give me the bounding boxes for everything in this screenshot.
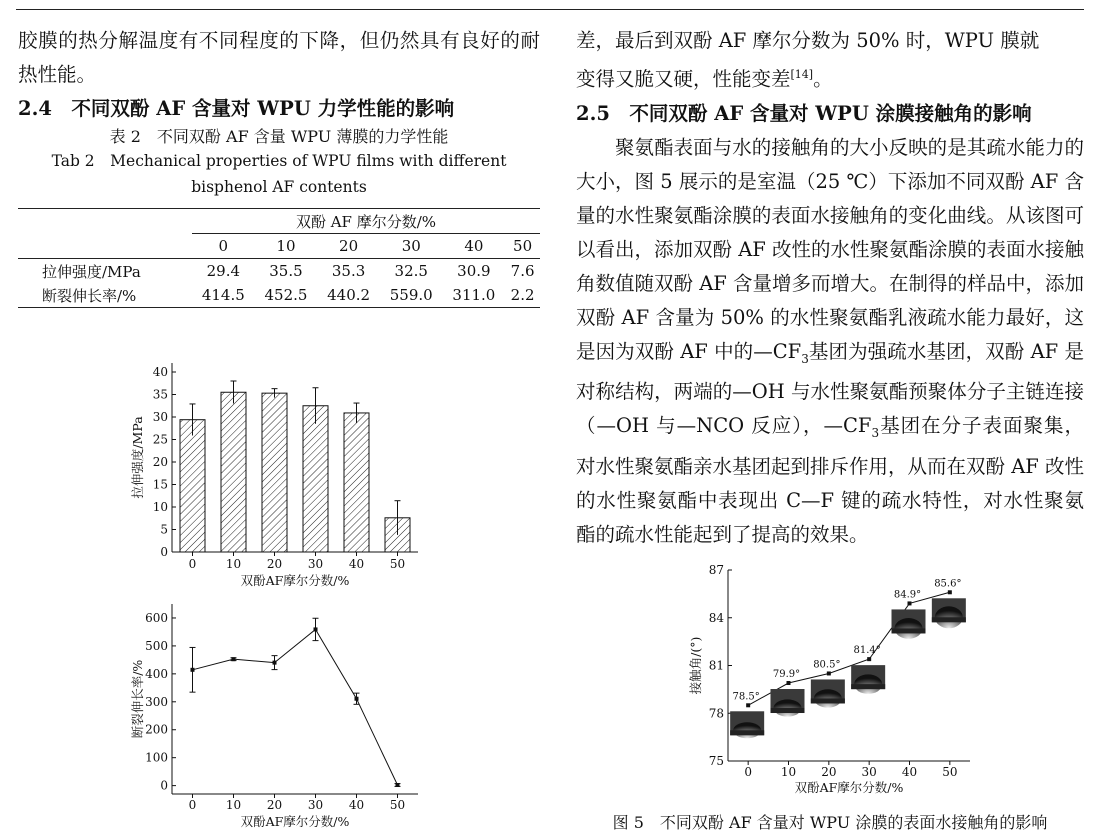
table-col-header: 0	[218, 237, 229, 255]
right-intro-text	[576, 24, 1084, 97]
table-cell: 32.5	[380, 259, 443, 284]
right-intro-line1: 差，最后到双酚 AF 摩尔分数为 50% 时，WPU 膜就	[576, 29, 1040, 52]
bar	[262, 393, 287, 552]
contact-angle-chart	[680, 565, 980, 800]
point-label: 80.5°	[813, 659, 841, 671]
y-tick-label: 500	[145, 638, 168, 653]
y-tick-label: 100	[145, 750, 168, 765]
paragraph-part-2: 基团为强疏水基团，双酚 AF 是对称结构，两端的—OH 与水性聚氨酯预聚体分子主链连接（—OH 与—NCO 反应），—CF	[576, 339, 1084, 438]
point-label: 78.5°	[732, 691, 760, 703]
table-header-row	[18, 234, 540, 259]
x-tick-label: 40	[901, 765, 918, 779]
x-tick-label: 50	[389, 798, 406, 812]
x-tick-label: 30	[307, 798, 324, 812]
y-tick-label: 30	[152, 410, 168, 424]
droplet-substrate	[932, 617, 966, 622]
point-label: 79.9°	[772, 669, 801, 681]
data-point	[787, 681, 791, 685]
table-row-label: 拉伸强度/MPa	[18, 259, 192, 284]
y-tick-label: 78	[708, 706, 724, 721]
x-tick-label: 10	[780, 765, 797, 779]
y-tick-label: 15	[152, 477, 168, 492]
y-tick-label: 40	[152, 365, 168, 379]
y-tick-label: 600	[145, 610, 168, 625]
table-row	[18, 259, 540, 284]
droplet-icon	[814, 689, 842, 707]
x-tick-label: 30	[307, 557, 324, 571]
data-point	[746, 703, 750, 707]
x-tick-label: 40	[348, 557, 365, 571]
point-label: 85.6°	[934, 578, 962, 590]
y-tick-label: 84	[708, 610, 724, 625]
table-cell: 414.5	[192, 283, 255, 308]
x-axis-label: 双酚AF摩尔分数/%	[794, 780, 904, 795]
bar	[180, 420, 205, 552]
x-axis-label: 双酚AF摩尔分数/%	[240, 814, 350, 829]
right-intro-end: 。	[813, 67, 833, 91]
table-cell: 7.6	[505, 259, 540, 284]
droplet-icon	[935, 606, 963, 628]
data-point	[314, 627, 318, 631]
data-point	[396, 783, 400, 787]
droplet-icon	[774, 699, 802, 716]
table-cell: 30.9	[443, 259, 506, 284]
paragraph-part-1: 聚氨酯表面与水的接触角的大小反映的是其疏水能力的大小，图 5 展示的是室温（25 ℃）下添加不同双酚 AF 含量的水性聚氨酯涂膜的表面水接触角的变化曲线。从该图可以看出，添加双酚 AF 改性的水性聚氨酯涂膜的表面水接触角数值随双酚 AF 含量增多而增大。在制得的样品中，添加双酚 AF 含量为 50% 的水性聚氨酯乳液疏水能力最好，这是因为双酚 AF 中的—CF	[576, 135, 1085, 363]
x-axis-label: 双酚AF摩尔分数/%	[240, 573, 350, 588]
table-cell: 452.5	[255, 283, 318, 308]
x-tick-label: 20	[266, 557, 283, 571]
table-cell: 35.5	[255, 259, 318, 284]
table-cell: 35.3	[317, 259, 380, 284]
x-tick-label: 40	[348, 798, 365, 812]
data-point	[827, 671, 831, 675]
y-axis-label: 接触角/(°)	[688, 636, 703, 695]
table-corner-2	[18, 234, 192, 259]
droplet-substrate	[851, 684, 885, 689]
y-tick-label: 5	[160, 522, 168, 537]
table-group-header: 双酚 AF 摩尔分数/%	[192, 209, 540, 234]
data-point	[355, 697, 359, 701]
right-column	[576, 24, 1084, 552]
left-column	[18, 24, 540, 308]
x-tick-label: 30	[861, 765, 877, 779]
y-tick-label: 25	[152, 432, 168, 447]
x-tick-label: 50	[389, 557, 406, 571]
data-point	[908, 601, 912, 605]
y-tick-label: 200	[145, 722, 168, 737]
table-cell: 2.2	[505, 283, 540, 308]
y-tick-label: 20	[152, 455, 168, 469]
droplet-substrate	[771, 708, 805, 713]
y-tick-label: 0	[160, 545, 168, 559]
subscript-3: 3	[871, 426, 880, 441]
y-tick-label: 81	[708, 658, 724, 673]
left-intro-text: 胶膜的热分解温度有不同程度的下降，但仍然具有良好的耐热性能。	[18, 29, 540, 86]
y-tick-label: 35	[152, 387, 168, 402]
y-tick-label: 300	[145, 694, 168, 709]
series-line	[193, 629, 398, 785]
droplet-substrate	[811, 698, 845, 703]
x-tick-label: 10	[225, 557, 242, 571]
right-intro-line2: 变得又脆又硬，性能变差	[576, 67, 791, 91]
table-corner	[18, 209, 192, 234]
x-tick-label: 20	[266, 798, 283, 812]
y-tick-label: 400	[145, 666, 168, 681]
tensile-strength-bar-chart	[120, 355, 440, 595]
y-axis-label: 拉伸强度/MPa	[130, 416, 145, 499]
figure-5-caption: 图 5 不同双酚 AF 含量对 WPU 涂膜的表面水接触角的影响	[612, 813, 1048, 832]
droplet-icon	[854, 674, 882, 694]
data-point	[191, 668, 195, 672]
table-cell: 440.2	[317, 283, 380, 308]
table-row	[18, 283, 540, 308]
x-tick-label: 50	[942, 765, 958, 779]
table-col-header: 30	[401, 237, 421, 255]
table-cell: 311.0	[443, 283, 506, 308]
citation-ref: [14]	[790, 68, 814, 81]
series-line	[748, 592, 950, 705]
contact-angle-paragraph	[576, 131, 1084, 553]
data-point	[867, 657, 871, 661]
mechanical-properties-table	[18, 208, 540, 308]
droplet-substrate	[730, 730, 764, 735]
data-point	[273, 661, 277, 665]
point-label: 84.9°	[893, 589, 922, 601]
subscript-3: 3	[801, 351, 809, 366]
table-col-header: 40	[464, 237, 484, 255]
x-tick-label: 0	[188, 557, 197, 571]
table-cell: 29.4	[192, 259, 255, 284]
droplet-substrate	[892, 628, 926, 633]
table-row-label: 断裂伸长率/%	[18, 283, 192, 308]
bar	[344, 413, 369, 552]
paragraph-part-3: 基团在分子表面聚集，对水性聚氨酯亲水基团起到排斥作用，从而在双酚 AF 改性的水性聚氨酯中表现出 C—F 键的疏水特性，对水性聚氨酯的疏水性能起到了提高的效果。	[576, 414, 1085, 547]
data-point	[948, 590, 952, 594]
bar	[303, 406, 328, 552]
y-axis-label: 断裂伸长率/%	[130, 659, 145, 739]
x-tick-label: 20	[821, 765, 837, 779]
y-tick-label: 87	[708, 565, 724, 577]
table-2-caption-en: Tab 2 Mechanical properties of WPU films with different bisphenol AF contents	[51, 152, 507, 196]
table-2-caption-cn: 表 2 不同双酚 AF 含量 WPU 薄膜的力学性能	[109, 127, 449, 146]
table-col-header: 10	[276, 237, 296, 255]
section-2-5-heading: 2.5 不同双酚 AF 含量对 WPU 涂膜接触角的影响	[576, 101, 1032, 125]
x-tick-label: 10	[225, 798, 242, 812]
y-tick-label: 10	[152, 500, 168, 514]
table-cell: 559.0	[380, 283, 443, 308]
x-tick-label: 0	[188, 798, 197, 812]
y-tick-label: 0	[160, 778, 168, 793]
x-tick-label: 0	[744, 765, 752, 779]
data-point	[232, 657, 236, 661]
elongation-line-chart	[120, 598, 440, 836]
table-col-header: 20	[339, 237, 359, 255]
y-tick-label: 75	[708, 754, 724, 768]
point-label: 81.4°	[853, 645, 881, 657]
section-2-4-heading: 2.4 不同双酚 AF 含量对 WPU 力学性能的影响	[18, 97, 455, 120]
bar	[221, 392, 246, 552]
table-col-header: 50	[513, 237, 533, 255]
page-top-rule	[16, 9, 1084, 10]
